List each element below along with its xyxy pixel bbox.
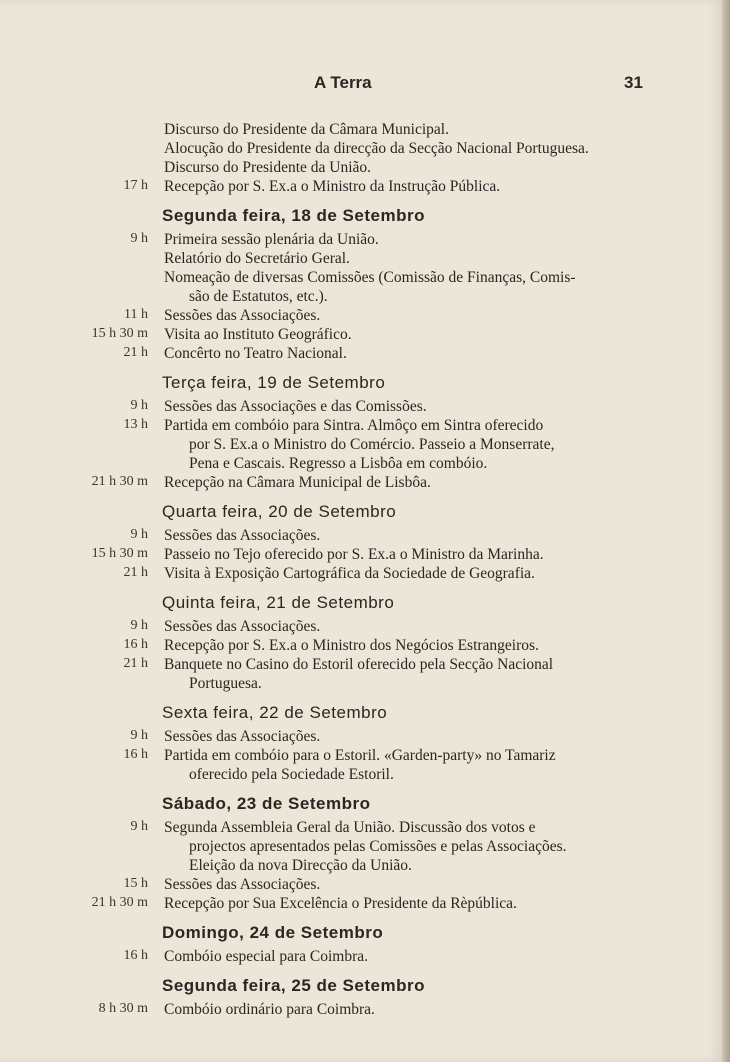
event-description: Banquete no Casino do Estoril oferecido pela Secção Nacional [164, 656, 554, 673]
schedule-content [0, 120, 730, 1019]
event-time: 21 h 30 m [91, 474, 148, 489]
schedule-row [0, 545, 730, 564]
event-time: 11 h [124, 307, 148, 322]
event-description: Passeio no Tejo oferecido por S. Ex.a o Ministro da Marinha. [164, 546, 544, 563]
running-title: A Terra [314, 73, 372, 92]
event-time: 15 h 30 m [91, 546, 148, 561]
event-description: Discurso do Presidente da União. [164, 159, 372, 176]
day-heading [0, 974, 730, 1000]
event-description: Recepção por S. Ex.a o Ministro dos Negócios Estrangeiros. [164, 637, 539, 654]
schedule-row [0, 818, 730, 837]
day-heading [0, 701, 730, 727]
event-description: Portuguesa. [189, 675, 262, 692]
schedule-row [0, 875, 730, 894]
event-time: 15 h 30 m [91, 326, 148, 341]
schedule-row [0, 454, 730, 473]
event-time: 21 h [123, 656, 148, 671]
page-number: 31 [624, 73, 643, 92]
schedule-row [0, 158, 730, 177]
event-time: 21 h 30 m [91, 895, 148, 910]
event-time: 9 h [130, 231, 148, 246]
event-description: Primeira sessão plenária da União. [164, 231, 379, 248]
day-heading [0, 204, 730, 230]
schedule-row [0, 746, 730, 765]
event-description: oferecido pela Sociedade Estoril. [189, 766, 394, 783]
event-description: Eleição da nova Direcção da União. [189, 857, 412, 874]
day-title: Domingo, 24 de Setembro [162, 923, 384, 942]
schedule-row [0, 473, 730, 492]
schedule-row [0, 947, 730, 966]
schedule-row [0, 617, 730, 636]
schedule-row [0, 287, 730, 306]
day-title: Sábado, 23 de Setembro [162, 794, 371, 813]
schedule-row [0, 249, 730, 268]
day-heading [0, 921, 730, 947]
event-description: Recepção por Sua Excelência o Presidente da Rèpública. [164, 895, 517, 912]
event-description: Segunda Assembleia Geral da União. Discussão dos votos e [164, 819, 536, 836]
event-description: Sessões das Associações. [164, 618, 321, 635]
event-time: 9 h [130, 618, 148, 633]
event-description: Combóio ordinário para Coimbra. [164, 1001, 375, 1018]
event-description: Recepção na Câmara Municipal de Lisbôa. [164, 474, 431, 491]
event-description: Sessões das Associações e das Comissões. [164, 398, 427, 415]
day-title: Segunda feira, 18 de Setembro [162, 206, 425, 225]
event-description: por S. Ex.a o Ministro do Comércio. Passeio a Monserrate, [189, 436, 555, 453]
event-description: Relatório do Secretário Geral. [164, 250, 350, 267]
event-description: Combóio especial para Coimbra. [164, 948, 369, 965]
schedule-row [0, 120, 730, 139]
schedule-row [0, 177, 730, 196]
day-title: Quarta feira, 20 de Setembro [162, 502, 397, 521]
event-description: Partida em combóio para o Estoril. «Garden-party» no Tamariz [164, 747, 556, 764]
schedule-row [0, 837, 730, 856]
event-time: 9 h [130, 398, 148, 413]
day-heading [0, 792, 730, 818]
event-time: 16 h [123, 637, 148, 652]
schedule-row [0, 564, 730, 583]
schedule-row [0, 765, 730, 784]
event-description: Sessões das Associações. [164, 728, 321, 745]
schedule-row [0, 139, 730, 158]
schedule-row [0, 655, 730, 674]
day-heading [0, 500, 730, 526]
day-title: Sexta feira, 22 de Setembro [162, 703, 388, 722]
event-description: são de Estatutos, etc.). [189, 288, 328, 305]
day-heading [0, 371, 730, 397]
event-description: Sessões das Associações. [164, 307, 321, 324]
event-time: 8 h 30 m [98, 1001, 148, 1016]
event-time: 9 h [130, 527, 148, 542]
schedule-row [0, 306, 730, 325]
event-description: Visita ao Instituto Geográfico. [164, 326, 352, 343]
event-description: Visita à Exposição Cartográfica da Sociedade de Geografia. [164, 565, 535, 582]
schedule-row [0, 1000, 730, 1019]
event-time: 9 h [130, 819, 148, 834]
day-title: Segunda feira, 25 de Setembro [162, 976, 425, 995]
event-time: 13 h [123, 417, 148, 432]
event-time: 17 h [123, 178, 148, 193]
event-description: Partida em combóio para Sintra. Almôço em Sintra oferecido [164, 417, 544, 434]
event-description: Sessões das Associações. [164, 876, 321, 893]
schedule-row [0, 344, 730, 363]
schedule-row [0, 894, 730, 913]
schedule-row [0, 268, 730, 287]
event-time: 21 h [123, 345, 148, 360]
event-description: projectos apresentados pelas Comissões e pelas Associações. [189, 838, 567, 855]
event-description: Pena e Cascais. Regresso a Lisbôa em combóio. [189, 455, 488, 472]
schedule-row [0, 526, 730, 545]
event-description: Sessões das Associações. [164, 527, 321, 544]
schedule-row [0, 636, 730, 655]
event-description: Concêrto no Teatro Nacional. [164, 345, 347, 362]
event-description: Discurso do Presidente da Câmara Municipal. [164, 121, 449, 138]
schedule-row [0, 435, 730, 454]
event-time: 16 h [123, 747, 148, 762]
event-description: Recepção por S. Ex.a o Ministro da Instrução Pública. [164, 178, 501, 195]
event-description: Nomeação de diversas Comissões (Comissão de Finanças, Comis- [164, 269, 576, 286]
schedule-row [0, 325, 730, 344]
event-description: Alocução do Presidente da direcção da Secção Nacional Portuguesa. [164, 140, 589, 157]
event-time: 16 h [123, 948, 148, 963]
day-heading [0, 591, 730, 617]
schedule-row [0, 856, 730, 875]
day-title: Quinta feira, 21 de Setembro [162, 593, 395, 612]
day-title: Terça feira, 19 de Setembro [162, 373, 386, 392]
schedule-row [0, 397, 730, 416]
schedule-row [0, 727, 730, 746]
schedule-row [0, 230, 730, 249]
schedule-row [0, 674, 730, 693]
page-header [0, 73, 730, 97]
event-time: 9 h [130, 728, 148, 743]
event-time: 15 h [123, 876, 148, 891]
event-time: 21 h [123, 565, 148, 580]
schedule-row [0, 416, 730, 435]
